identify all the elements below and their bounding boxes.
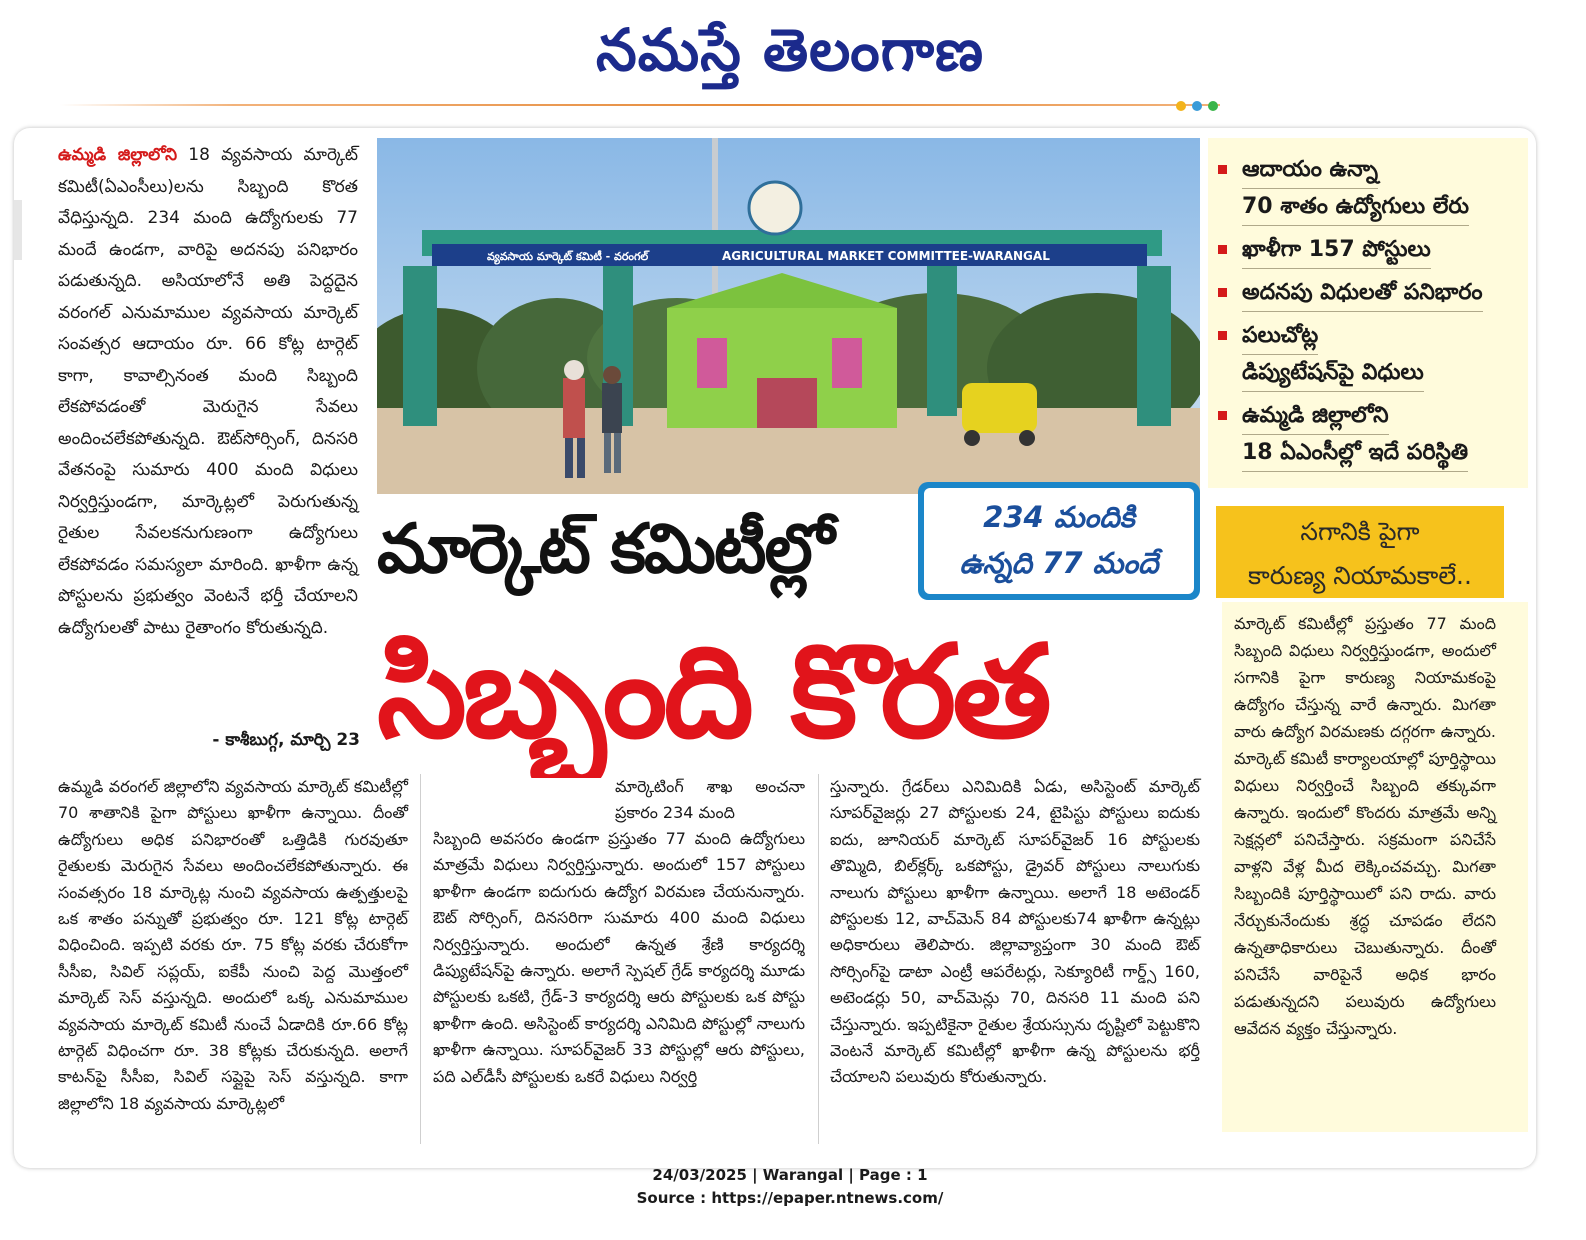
highlight-item <box>1208 275 1528 312</box>
highlight-line: డిప్యుటేషన్‌పై విధులు <box>1242 355 1424 392</box>
masthead-logo: నమస్తే తెలంగాణ <box>596 16 984 84</box>
bullet-square-icon <box>1218 331 1227 340</box>
sidebar-heading-line1: సగానికి పైగా <box>1300 517 1420 546</box>
highlight-line: పలుచోట్ల <box>1242 318 1318 355</box>
body-column-3: స్తున్నారు. గ్రేడర్‌లు ఎనిమిదికి ఏడు, అసిస్టెంట్ మార్కెట్ సూపర్‌వైజర్లు 27 పోస్టులకు 24, టైపిస్టు పోస్టులు ఐదుకు ఐదు, జూనియర్ మార్కెట్ సూపర్‌వైజర్ 16 పోస్టులకు తొమ్మిది, బిల్‌క్లర్క్ ఒకపోస్టు, డ్రైవర్ పోస్టులు నాలుగుకు నాలుగు పోస్టులు ఖాళీగా ఉన్నాయి. అలాగే 18 అటెండర్ పోస్టులకు 12, వాచ్‌మెన్ 84 పోస్టులకు74 ఖాళీగా ఉన్నట్లు అధికారులు తెలిపారు. జిల్లావ్యాప్తంగా 30 మంది ఔట్ సోర్సింగ్‌పై డాటా ఎంట్రీ ఆపరేటర్లు, సెక్యూరిటీ గార్డ్స్ 160, అటెండర్లు 50, వాచ్‌మెన్లు 70, దినసరి 11 మంది పని చేస్తున్నారు. ఇప్పటికైనా రైతుల శ్రేయస్సును దృష్టిలో పెట్టుకొని వెంటనే మార్కెట్ కమిటీల్లో ఖాళీగా ఉన్న పోస్టులను భర్తీ చేయాలని పలువురు కోరుతున్నారు. <box>830 777 1200 1087</box>
decor-dot <box>1192 101 1202 111</box>
column-divider <box>818 774 819 1144</box>
page-footer <box>560 1164 1020 1210</box>
bullet-square-icon <box>1218 165 1227 174</box>
arch-text-english: AGRICULTURAL MARKET COMMITTEE-WARANGAL <box>722 249 1050 263</box>
bullet-square-icon <box>1218 411 1227 420</box>
bullet-square-icon <box>1218 288 1227 297</box>
main-headline: సిబ్బంది కొరత <box>377 618 1048 767</box>
stat-callout-line2: ఉన్నది 77 మందే <box>959 546 1159 580</box>
intro-highlight: ఉమ్మడి జిల్లాలోని <box>58 145 178 165</box>
stat-callout-inner <box>924 488 1194 594</box>
sidebar-heading <box>1216 506 1504 598</box>
stat-callout-line1: 234 మందికి <box>983 500 1135 534</box>
intro-text: 18 వ్యవసాయ మార్కెట్ కమిటీ(ఏఎంసీలు)లను సిబ్బంది కొరత వేధిస్తున్నది. 234 మంది ఉద్యోగులకు 77 మందే ఉండగా, వారిపై అదనపు పనిభారం పడుతున్నది. అసియాలోనే అతి పెద్దదైన వరంగల్ ఎనుమాముల వ్యవసాయ మార్కెట్ సంవత్సర ఆదాయం రూ. 66 కోట్ల టార్గెట్ కాగా, కావాల్సినంత మంది సిబ్బంది లేకపోవడంతో మెరుగైన సేవలు అందించలేకపోతున్నది. ఔట్‌సోర్సింగ్, దినసరి వేతనంపై సుమారు 400 మంది విధులు నిర్వర్తిస్తుండగా, మార్కెట్లలో పెరుగుతున్న రైతుల సేవలకనుగుణంగా ఉద్యోగులు లేకపోవడం సమస్యలా మారింది. ఖాళీగా ఉన్న పోస్టులను ప్రభుత్వం వెంటనే భర్తీ చేయాలని ఉద్యోగులతో పాటు రైతాంగం కోరుతున్నది. <box>58 145 358 638</box>
intro-paragraph <box>58 140 358 644</box>
highlight-item <box>1208 318 1528 392</box>
highlights-panel <box>1208 138 1528 488</box>
stat-callout-box <box>918 482 1200 600</box>
masthead-rule <box>60 104 1220 106</box>
footer-date-edition: 24/03/2025 | Warangal | Page : 1 <box>652 1166 928 1184</box>
column-divider <box>420 774 421 1144</box>
left-scroll-mark <box>14 200 22 260</box>
highlight-line: ఖాళీగా 157 పోస్టులు <box>1242 232 1431 269</box>
body-column-1: ఉమ్మడి వరంగల్ జిల్లాలోని వ్యవసాయ మార్కెట్ కమిటీల్లో 70 శాతానికి పైగా పోస్టులు ఖాళీగా ఉన్నాయి. దీంతో ఉద్యోగులు అధిక పనిభారంతో ఒత్తిడికి గురవుతూ రైతులకు మెరుగైన సేవలు అందించలేకపోతున్నారు. ఈ సంవత్సరం 18 మార్కెట్ల నుంచి వ్యవసాయ ఉత్పత్తులపై ఒక శాతం పన్నుతో ప్రభుత్వం రూ. 121 కోట్ల టార్గెట్ విధించింది. ఇప్పటి వరకు రూ. 75 కోట్ల వరకు చేరుకోగా సీసీఐ, సివిల్ సప్లయ్, ఐకేపీ నుంచి పెద్ద మొత్తంలో మార్కెట్ సెస్ వస్తున్నది. అందులో ఒక్క ఎనుమాముల వ్యవసాయ మార్కెట్ కమిటీ నుంచే ఏడాదికి రూ.66 కోట్ల టార్గెట్ విధించగా రూ. 38 కోట్లకు చేరుకున్నది. అలాగే కాటన్‌పై సీసీఐ, సివిల్ సప్లైపై సెస్ వస్తున్నది. కాగా జిల్లాలోని 18 వ్యవసాయ మార్కెట్లలో <box>58 777 408 1113</box>
bullet-square-icon <box>1218 245 1227 254</box>
highlight-line: 18 ఏఎంసీల్లో ఇదే పరిస్థితి <box>1242 435 1468 472</box>
sidebar-text: మార్కెట్ కమిటీల్లో ప్రస్తుతం 77 మంది సిబ్బంది విధులు నిర్వర్తిస్తుండగా, అందులో సగానికి పైగా కారుణ్య నియామకంపై ఉద్యోగం చేస్తున్న వారే ఉన్నారు. మిగతా వారు ఉద్యోగ విరమణకు దగ్గరగా ఉన్నారు. మార్కెట్ కమిటీ కార్యాలయాల్లో పూర్తిస్థాయి విధులు నిర్వర్తించే సిబ్బంది తక్కువగా ఉన్నారు. ఇందులో కొందరు మాత్రమే అన్ని సెక్షన్లలో పనిచేస్తారు. సక్రమంగా పనిచేసే వాళ్లని వేళ్ల మీద లెక్కించవచ్చు. మిగతా సిబ్బందికి పూర్తిస్థాయిలో పని రాదు. వారు నేర్చుకునేందుకు శ్రద్ధ చూపడం లేదని ఉన్నతాధికారులు చెబుతున్నారు. దీంతో పనిచేసే వారిపైనే అధిక భారం పడుతున్నదని పలువురు ఉద్యోగులు ఆవేదన వ్యక్తం చేస్తున్నారు. <box>1234 614 1496 1038</box>
footer-source: Source : https://epaper.ntnews.com/ <box>636 1189 944 1207</box>
market-gate-photo <box>377 138 1200 494</box>
decor-dot <box>1176 101 1186 111</box>
highlight-item <box>1208 152 1528 226</box>
body-column-2: సిబ్బంది అవసరం ఉండగా ప్రస్తుతం 77 మంది ఉద్యోగులు మాత్రమే విధులు నిర్వర్తిస్తున్నారు. అందులో 157 పోస్టులు ఖాళీగా ఉండగా ఐదుగురు ఉద్యోగ విరమణ చేయనున్నారు. ఔట్ సోర్సింగ్, దినసరిగా సుమారు 400 మంది విధులు నిర్వర్తిస్తున్నారు. అందులో ఉన్నత శ్రేణి కార్యదర్శి డిప్యుటేషన్‌పై ఉన్నారు. అలాగే స్పెషల్ గ్రేడ్ కార్యదర్శి మూడు పోస్టులకు ఒకటి, గ్రేడ్-3 కార్యదర్శి ఆరు పోస్టులకు ఒక పోస్టు ఖాళీగా ఉంది. అసిస్టెంట్ కార్యదర్శి ఎనిమిది పోస్టుల్లో నాలుగు ఖాళీగా ఉన్నాయి. సూపర్‌వైజర్ 33 పోస్టుల్లో ఆరు పోస్టులు, పది ఎల్‌డీసీ పోస్టులకు ఒకరే విధులు నిర్వర్తి <box>433 829 806 1086</box>
sidebar-heading-line2: కారుణ్య నియామకాలే.. <box>1248 561 1472 590</box>
highlight-line: అదనపు విధులతో పనిభారం <box>1242 275 1483 312</box>
highlight-item <box>1208 398 1528 472</box>
photo-illustration <box>377 138 1200 494</box>
decor-dot <box>1208 101 1218 111</box>
body-column-2-top: మార్కెటింగ్ శాఖ అంచనా ప్రకారం 234 మంది <box>615 777 805 823</box>
dateline: - కాశీబుగ్గ, మార్చి 23 <box>212 730 360 750</box>
highlight-line: 70 శాతం ఉద్యోగులు లేరు <box>1242 189 1469 226</box>
highlight-line: ఆదాయం ఉన్నా <box>1242 152 1378 189</box>
arch-text-telugu: వ్యవసాయ మార్కెట్ కమిటీ - వరంగల్ <box>487 250 649 263</box>
highlight-line: ఉమ్మడి జిల్లాలోని <box>1242 398 1389 435</box>
headline-kicker: మార్కెట్ కమిటీల్లో <box>377 510 833 589</box>
highlight-item <box>1208 232 1528 269</box>
